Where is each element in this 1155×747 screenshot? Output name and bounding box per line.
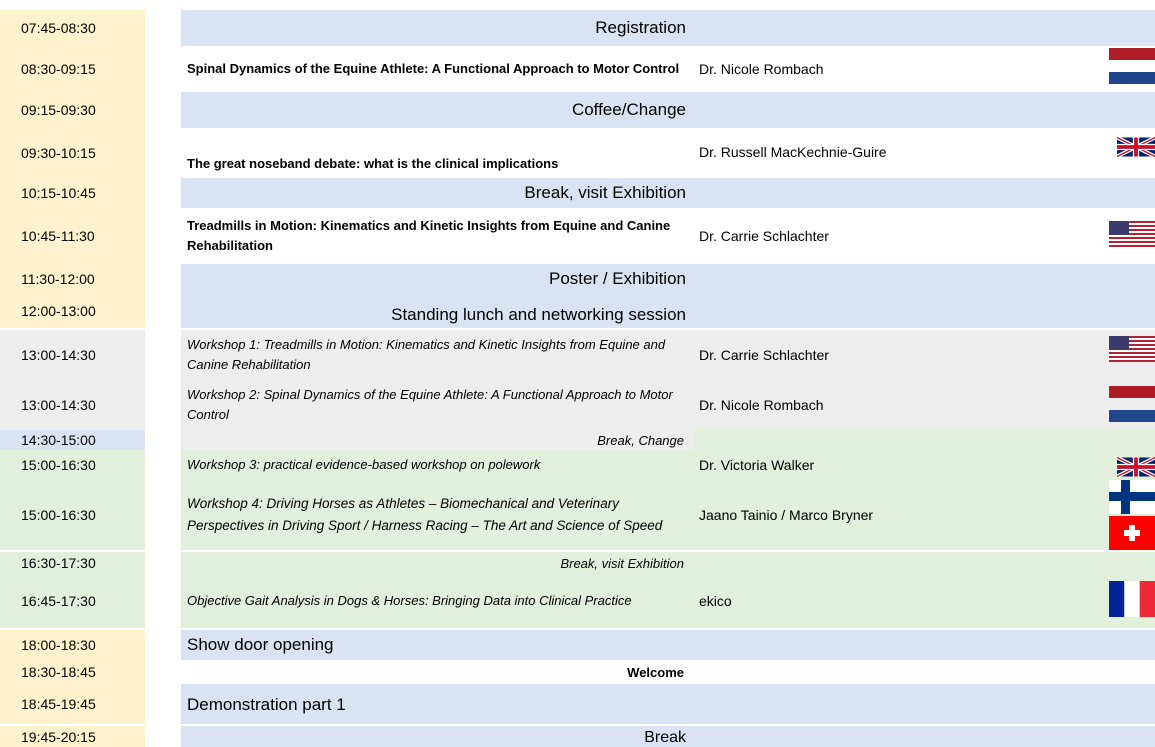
session-label: Break, Change <box>597 432 684 448</box>
schedule-row <box>0 208 1155 264</box>
session-label: Registration <box>595 18 686 37</box>
session-cell <box>181 480 1155 550</box>
session-cell <box>181 380 1155 430</box>
usa-flag-icon <box>1109 221 1155 247</box>
session-label: Coffee/Change <box>571 100 686 119</box>
time-cell: 13:00-14:30 <box>0 330 145 380</box>
workshop-title: Workshop 2: Spinal Dynamics of the Equine Athlete: A Functional Approach to Motor Control <box>187 380 687 431</box>
session-cell <box>181 630 1155 660</box>
time-cell: 14:30-15:00 <box>0 430 145 450</box>
session-label: Demonstration part 1 <box>187 695 346 714</box>
speaker-name: Dr. Nicole Rombach <box>699 397 824 413</box>
talk-title: Treadmills in Motion: Kinematics and Kinetic Insights from Equine and Canine Rehabilitation <box>187 218 671 253</box>
speaker-name: Dr. Russell MacKechnie-Guire <box>699 144 887 160</box>
speaker-name: Dr. Nicole Rombach <box>699 61 824 77</box>
schedule-row <box>0 726 1155 747</box>
session-cell <box>181 660 1155 684</box>
session-label: Break <box>644 729 686 746</box>
workshop-title: Objective Gait Analysis in Dogs & Horses: Bringing Data into Clinical Practice <box>187 593 632 608</box>
schedule-row <box>0 430 1155 450</box>
time-cell: 15:00-16:30 <box>0 450 145 480</box>
time-cell: 18:30-18:45 <box>0 660 145 684</box>
uk-flag-icon <box>1117 457 1155 477</box>
session-cell <box>181 574 1155 628</box>
schedule-row <box>0 684 1155 724</box>
session-cell <box>181 10 1155 46</box>
schedule-row <box>0 574 1155 628</box>
speaker-name: Jaano Tainio / Marco Bryner <box>699 507 874 523</box>
session-label: Standing lunch and networking session <box>391 305 686 324</box>
session-cell <box>181 684 1155 724</box>
session-cell <box>181 92 1155 128</box>
speaker-name: Dr. Carrie Schlachter <box>699 228 829 244</box>
session-cell <box>181 330 1155 380</box>
workshop-title: Workshop 4: Driving Horses as Athletes – Biomechanical and Veterinary Perspectives in Driving Sport / Harness Racing – The Art and Science of Speed <box>187 496 663 533</box>
schedule-row <box>0 294 1155 328</box>
finland-flag-icon <box>1109 480 1155 514</box>
time-cell: 15:00-16:30 <box>0 480 145 550</box>
session-cell <box>181 208 1155 264</box>
time-cell: 18:00-18:30 <box>0 630 145 660</box>
uk-flag-icon <box>1117 135 1155 159</box>
session-cell <box>181 450 1155 480</box>
schedule-row <box>0 380 1155 430</box>
time-cell: 11:30-12:00 <box>0 264 145 294</box>
time-cell: 13:00-14:30 <box>0 380 145 430</box>
switzerland-flag-icon <box>1109 516 1155 550</box>
time-cell: 07:45-08:30 <box>0 10 145 46</box>
schedule-row <box>0 178 1155 208</box>
workshop-title: Workshop 1: Treadmills in Motion: Kinematics and Kinetic Insights from Equine and Canine Rehabilitation <box>187 330 687 381</box>
time-cell: 19:45-20:15 <box>0 726 145 747</box>
session-cell <box>181 46 1155 92</box>
schedule-row <box>0 10 1155 46</box>
session-cell <box>181 264 1155 294</box>
time-cell: 12:00-13:00 <box>0 294 145 328</box>
session-cell <box>181 178 1155 208</box>
session-cell <box>181 552 1155 574</box>
workshop-title: Workshop 3: practical evidence-based workshop on polework <box>187 450 687 481</box>
schedule-row <box>0 450 1155 480</box>
time-cell: 09:30-10:15 <box>0 128 145 178</box>
schedule-row <box>0 660 1155 684</box>
speaker-name: ekico <box>699 593 732 609</box>
schedule-row <box>0 552 1155 574</box>
session-cell <box>181 430 1155 450</box>
session-cell <box>181 726 1155 747</box>
session-label: Break, visit Exhibition <box>560 555 684 571</box>
time-cell: 10:15-10:45 <box>0 178 145 208</box>
session-label: Poster / Exhibition <box>548 269 686 288</box>
schedule-row <box>0 92 1155 128</box>
schedule-row <box>0 330 1155 380</box>
session-label: Show door opening <box>187 635 334 654</box>
schedule-row <box>0 264 1155 294</box>
session-label: Break, visit Exhibition <box>524 183 686 202</box>
netherlands-flag-icon <box>1109 48 1155 84</box>
session-label: Welcome <box>627 664 684 680</box>
speaker-name: Dr. Carrie Schlachter <box>699 347 829 363</box>
schedule-row <box>0 630 1155 660</box>
schedule-row <box>0 46 1155 92</box>
time-cell: 10:45-11:30 <box>0 208 145 264</box>
time-cell: 18:45-19:45 <box>0 684 145 724</box>
usa-flag-icon <box>1109 336 1155 362</box>
schedule-row <box>0 128 1155 178</box>
session-cell <box>181 294 1155 328</box>
session-cell <box>181 128 1155 178</box>
talk-title: The great noseband debate: what is the clinical implications <box>187 156 559 171</box>
time-cell: 08:30-09:15 <box>0 46 145 92</box>
france-flag-icon <box>1109 581 1155 617</box>
time-cell: 16:45-17:30 <box>0 574 145 628</box>
netherlands-flag-icon <box>1109 386 1155 422</box>
talk-title: Spinal Dynamics of the Equine Athlete: A Functional Approach to Motor Control <box>187 61 680 76</box>
time-cell: 16:30-17:30 <box>0 552 145 574</box>
schedule-row <box>0 480 1155 550</box>
time-cell: 09:15-09:30 <box>0 92 145 128</box>
speaker-name: Dr. Victoria Walker <box>699 457 815 473</box>
